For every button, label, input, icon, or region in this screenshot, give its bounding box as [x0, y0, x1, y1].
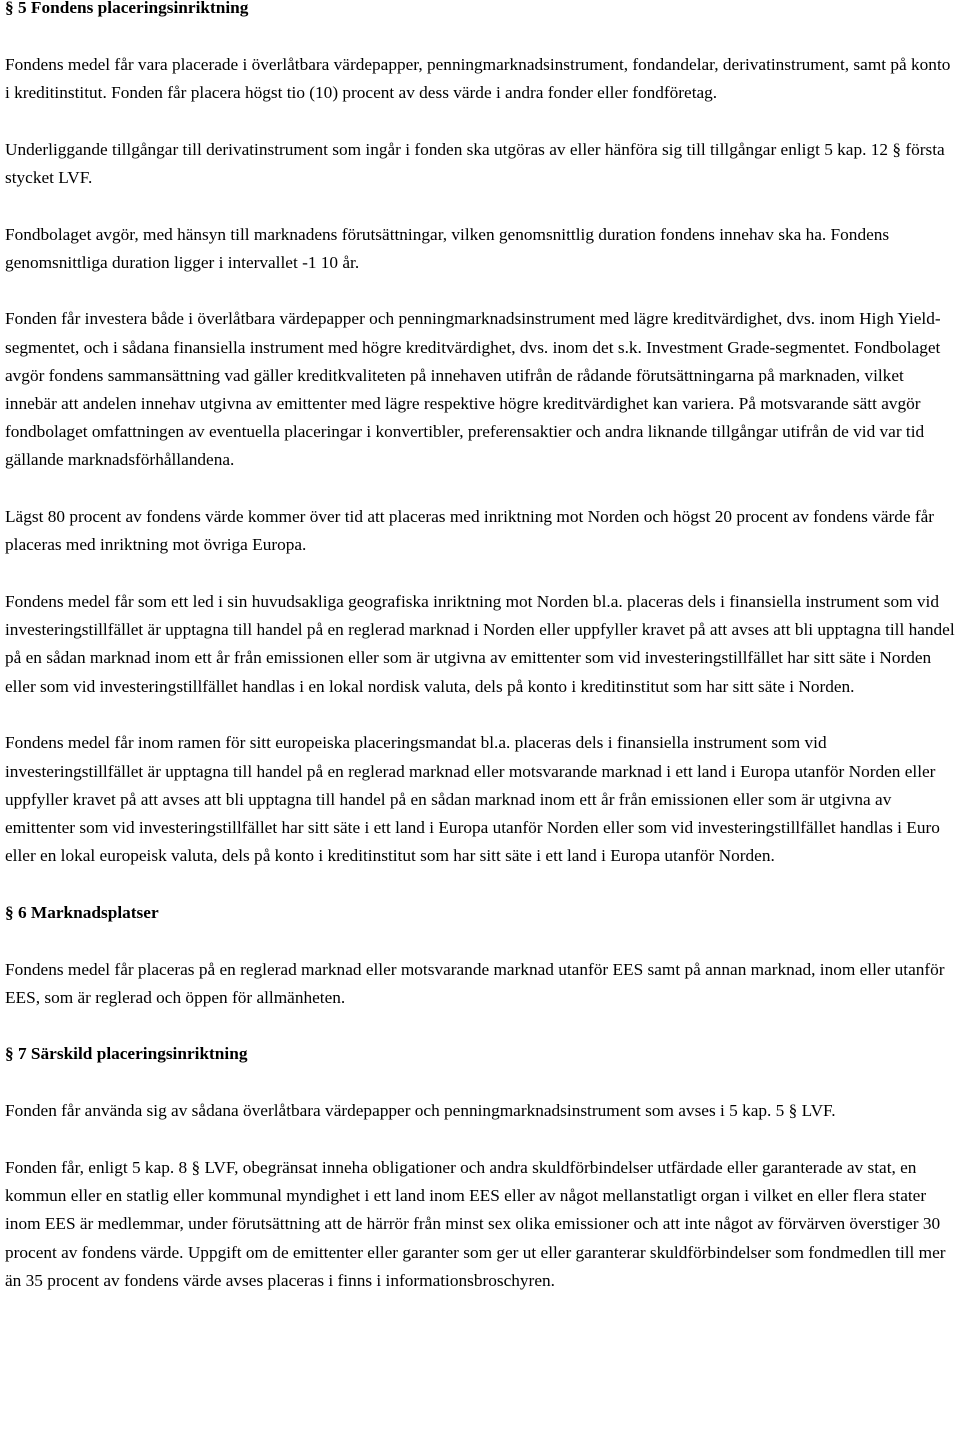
document-page	[5, 0, 957, 1295]
paragraph: Fonden får, enligt 5 kap. 8 § LVF, obegränsat inneha obligationer och andra skuldförbindelser utfärdade eller garanterade av stat, en kommun eller en statlig eller kommunal myndighet i ett land inom EES eller av något mellanstatligt organ i vilket en eller flera stater inom EES är medlemmar, under förutsättning att de härrör från minst sex olika emissioner och att inte något av förvärven överstiger 30 procent av fondens värde. Uppgift om de emittenter eller garanter som ger ut eller garanterar skuldförbindelser som fondmedlen till mer än 35 procent av fondens värde avses placeras i finns i informationsbroschyren.	[5, 1157, 946, 1290]
paragraph: Fonden får investera både i överlåtbara värdepapper och penningmarknadsinstrument med lägre kreditvärdighet, dvs. inom High Yield-segmentet, och i sådana finansiella instrument med högre kreditvärdighet, dvs. inom det s.k. Investment Grade-segmentet. Fondbolaget avgör fondens sammansättning vad gäller kreditkvaliteten på innehaven utifrån de rådande förutsättningarna på marknaden, vilket innebär att andelen innehav utgivna av emittenter med lägre respektive högre kreditvärdighet kan variera. På motsvarande sätt avgör fondbolaget omfattningen av eventuella placeringar i konvertibler, preferensaktier och andra liknande tillgångar utifrån de vid var tid gällande marknadsförhållandena.	[5, 309, 941, 470]
paragraph: Fondens medel får vara placerade i överlåtbara värdepapper, penningmarknadsinstrument, fondandelar, derivatinstrument, samt på konto i kreditinstitut. Fonden får placera högst tio (10) procent av dess värde i andra fonder eller fondföretag.	[5, 54, 951, 102]
paragraph: Fonden får använda sig av sådana överlåtbara värdepapper och penningmarknadsinstrument som avses i 5 kap. 5 § LVF.	[5, 1101, 836, 1121]
paragraph: Fondens medel får som ett led i sin huvudsakliga geografiska inriktning mot Norden bl.a. placeras dels i finansiella instrument som vid investeringstillfället är upptagna till handel på en reglerad marknad i Norden eller uppfyller kravet på att avses att bli upptagna till handel på en sådan marknad inom ett år från emissionen eller som är utgivna av emittenter som vid investeringstillfället har sitt säte i Norden eller som vid investeringstillfället handlas i en lokal nordisk valuta, dels på konto i kreditinstitut som har sitt säte i Norden.	[5, 592, 955, 696]
paragraph: Lägst 80 procent av fondens värde kommer över tid att placeras med inriktning mot Norden och högst 20 procent av fondens värde får placeras med inriktning mot övriga Europa.	[5, 507, 935, 555]
paragraph: Fondens medel får placeras på en reglerad marknad eller motsvarande marknad utanför EES samt på annan marknad, inom eller utanför EES, som är reglerad och öppen för allmänheten.	[5, 959, 945, 1007]
paragraph: Underliggande tillgångar till derivatinstrument som ingår i fonden ska utgöras av eller hänföra sig till tillgångar enligt 5 kap. 12 § första stycket LVF.	[5, 139, 945, 187]
section-heading-7: § 7 Särskild placeringsinriktning	[5, 1044, 248, 1064]
section-heading-6: § 6 Marknadsplatser	[5, 902, 159, 922]
paragraph: Fondbolaget avgör, med hänsyn till marknadens förutsättningar, vilken genomsnittlig duration fondens innehav ska ha. Fondens genomsnittliga duration ligger i intervallet -1 10 år.	[5, 224, 890, 272]
section-heading-5: § 5 Fondens placeringsinriktning	[5, 0, 249, 17]
paragraph: Fondens medel får inom ramen för sitt europeiska placeringsmandat bl.a. placeras dels i finansiella instrument som vid investeringstillfället är upptagna till handel på en reglerad marknad eller motsvarande marknad i ett land i Europa utanför Norden eller uppfyller kravet på att avses att bli upptagna till handel på en sådan marknad inom ett år från emissionen eller som är utgivna av emittenter som vid investeringstillfället har sitt säte i ett land i Europa utanför Norden eller som vid investeringstillfället handlas i Euro eller en lokal europeisk valuta, dels på konto i kreditinstitut som har sitt säte i ett land i Europa utanför Norden.	[5, 733, 940, 866]
